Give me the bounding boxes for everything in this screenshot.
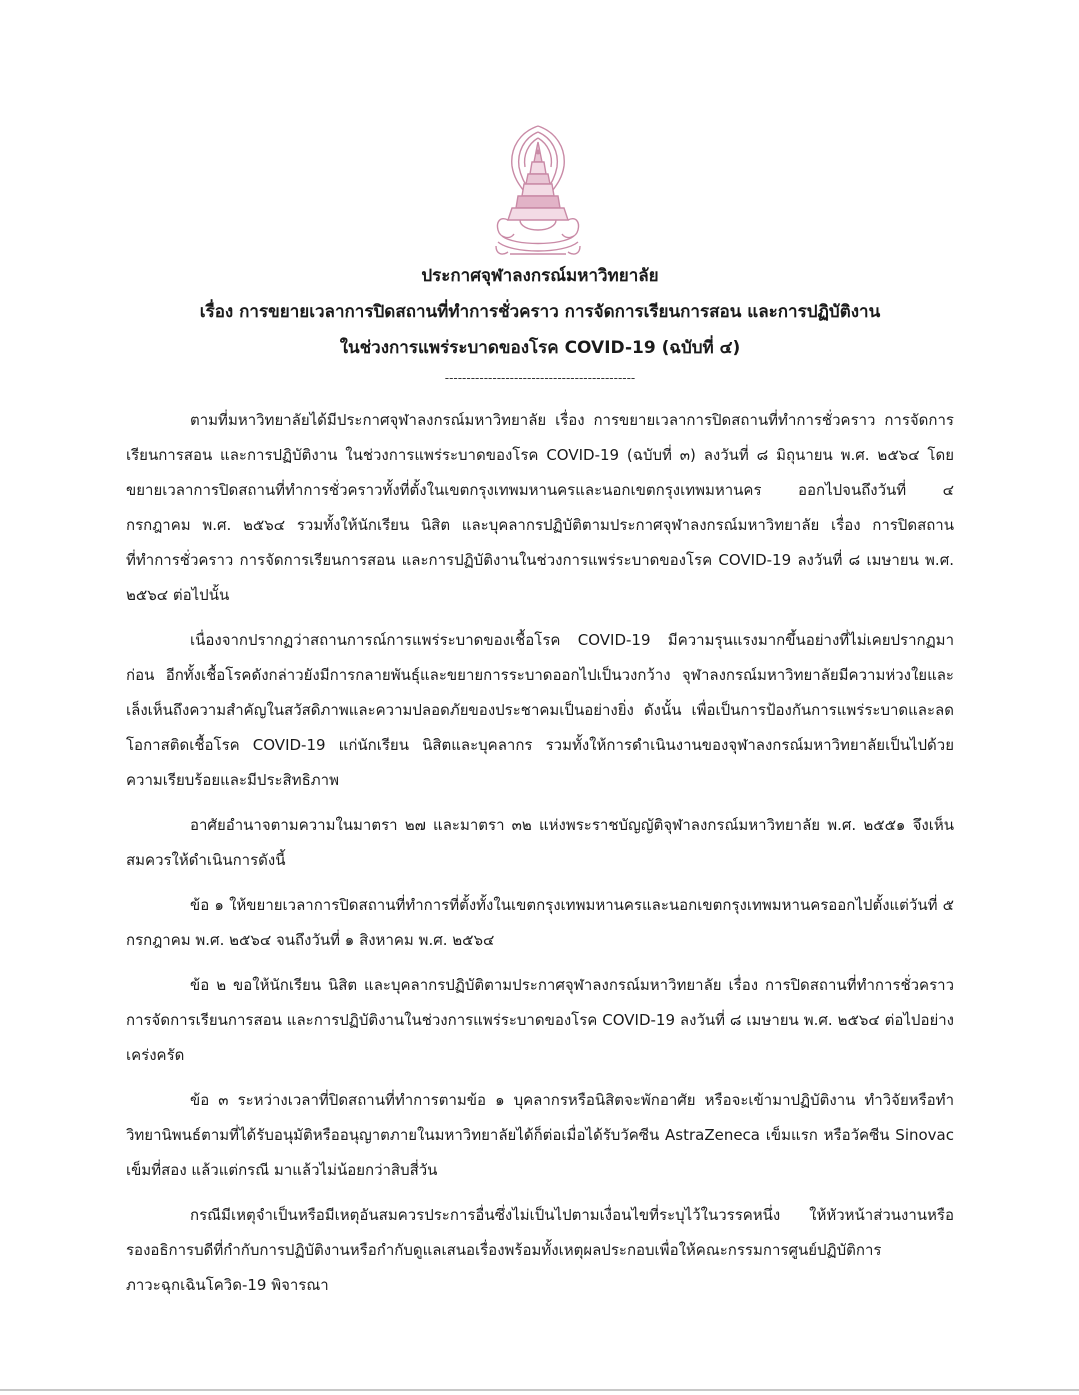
paragraph-clause-3: ข้อ ๓ ระหว่างเวลาที่ปิดสถานที่ทำการตามข้อ ๑ บุคลากรหรือนิสิตจะพักอาศัย หรือจะเข้ามาปฏิบัติงาน ทำวิจัยหรือทำวิทยานิพนธ์ตามที่ได้รับอนุมัติหรืออนุญาตภายในมหาวิทยาลัยได้ก็ต่อเมื่อได้รับวัคซีน AstraZeneca เข็มแรก หรือวัคซีน Sinovac เข็มที่สอง แล้วแต่กรณี มาแล้วไม่น้อยกว่าสิบสี่วัน: [126, 1091, 954, 1179]
announcement-subject-line-2: ในช่วงการแพร่ระบาดของโรค COVID-19 (ฉบับที่ ๔): [339, 338, 741, 358]
announcement-title: ประกาศจุฬาลงกรณ์มหาวิทยาลัย: [421, 266, 659, 286]
paragraph-exception: กรณีมีเหตุจำเป็นหรือมีเหตุอันสมควรประการอื่นซึ่งไม่เป็นไปตามเงื่อนไขที่ระบุไว้ในวรรคหนึ่ง ให้หัวหน้าส่วนงานหรือรองอธิการบดีที่กำกับการปฏิบัติงานหรือกำกับดูแลเสนอเรื่องพร้อมทั้งเหตุผลประกอบเพื่อให้คณะกรรมการศูนย์ปฏิบัติการภาวะฉุกเฉินโควิด-19 พิจารณา: [126, 1206, 954, 1294]
paragraph-clause-2: ข้อ ๒ ขอให้นักเรียน นิสิต และบุคลากรปฏิบัติตามประกาศจุฬาลงกรณ์มหาวิทยาลัย เรื่อง การปิดสถานที่ทำการชั่วคราว การจัดการเรียนการสอน และการปฏิบัติงานในช่วงการแพร่ระบาดของโรค COVID-19 ลงวันที่ ๘ เมษายน พ.ศ. ๒๕๖๔ ต่อไปอย่างเคร่งครัด: [126, 976, 954, 1064]
header-divider: --------------------------------------------: [444, 371, 636, 385]
chulalongkorn-emblem-icon: [490, 122, 586, 262]
paragraph-reason: เนื่องจากปรากฏว่าสถานการณ์การแพร่ระบาดของเชื้อโรค COVID-19 มีความรุนแรงมากขึ้นอย่างที่ไม่เคยปรากฏมาก่อน อีกทั้งเชื้อโรคดังกล่าวยังมีการกลายพันธุ์และขยายการระบาดออกไปเป็นวงกว้าง จุฬาลงกรณ์มหาวิทยาลัยมีความห่วงใยและเล็งเห็นถึงความสำคัญในสวัสดิภาพและความปลอดภัยของประชาคมเป็นอย่างยิ่ง ดังนั้น เพื่อเป็นการป้องกันการแพร่ระบาดและลดโอกาสติดเชื้อโรค COVID-19 แก่นักเรียน นิสิตและบุคลากร รวมทั้งให้การดำเนินงานของจุฬาลงกรณ์มหาวิทยาลัยเป็นไปด้วยความเรียบร้อยและมีประสิทธิภาพ: [126, 631, 954, 789]
paragraph-background: ตามที่มหาวิทยาลัยได้มีประกาศจุฬาลงกรณ์มหาวิทยาลัย เรื่อง การขยายเวลาการปิดสถานที่ทำการชั่วคราว การจัดการเรียนการสอน และการปฏิบัติงาน ในช่วงการแพร่ระบาดของโรค COVID-19 (ฉบับที่ ๓) ลงวันที่ ๘ มิถุนายน พ.ศ. ๒๕๖๔ โดยขยายเวลาการปิดสถานที่ทำการชั่วคราวทั้งที่ตั้งในเขตกรุงเทพมหานครและนอกเขตกรุงเทพมหานคร ออกไปจนถึงวันที่ ๔ กรกฎาคม พ.ศ. ๒๕๖๔ รวมทั้งให้นักเรียน นิสิต และบุคลากรปฏิบัติตามประกาศจุฬาลงกรณ์มหาวิทยาลัย เรื่อง การปิดสถานที่ทำการชั่วคราว การจัดการเรียนการสอน และการปฏิบัติงานในช่วงการแพร่ระบาดของโรค COVID-19 ลงวันที่ ๘ เมษายน พ.ศ. ๒๕๖๔ ต่อไปนั้น: [126, 411, 954, 604]
paragraph-clause-1: ข้อ ๑ ให้ขยายเวลาการปิดสถานที่ทำการที่ตั้งทั้งในเขตกรุงเทพมหานครและนอกเขตกรุงเทพมหานครออกไปตั้งแต่วันที่ ๕ กรกฎาคม พ.ศ. ๒๕๖๔ จนถึงวันที่ ๑ สิงหาคม พ.ศ. ๒๕๖๔: [126, 896, 954, 949]
announcement-subject-line-1: เรื่อง การขยายเวลาการปิดสถานที่ทำการชั่วคราว การจัดการเรียนการสอน และการปฏิบัติงาน: [199, 302, 881, 322]
announcement-body: [126, 403, 954, 1313]
page-bottom-edge: [0, 1389, 1079, 1391]
paragraph-authority: อาศัยอำนาจตามความในมาตรา ๒๗ และมาตรา ๓๒ แห่งพระราชบัญญัติจุฬาลงกรณ์มหาวิทยาลัย พ.ศ. ๒๕๕๑ จึงเห็นสมควรให้ดำเนินการดังนี้: [126, 816, 954, 869]
announcement-header: [126, 258, 954, 388]
